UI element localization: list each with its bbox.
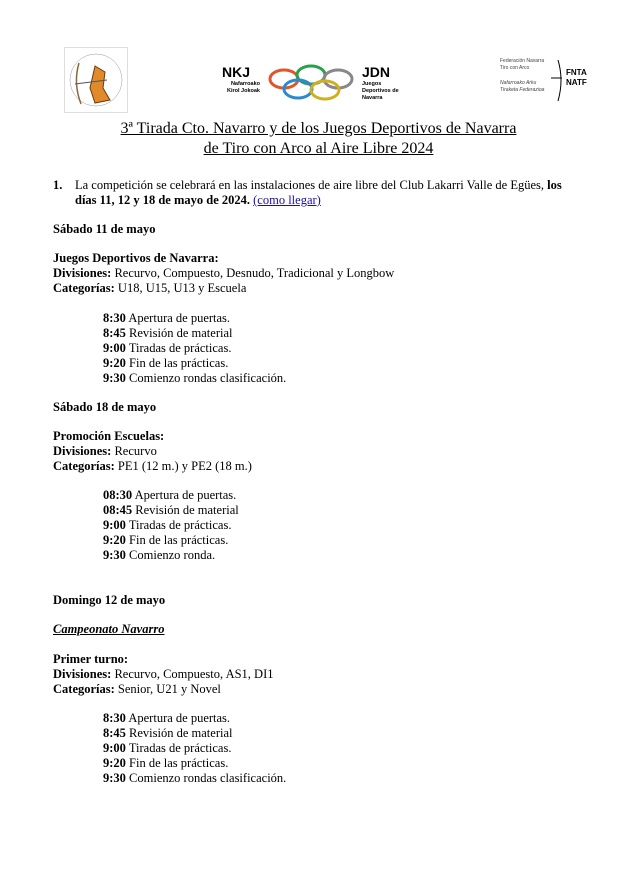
schedule-row: 8:30 Apertura de puertas. [103,311,231,325]
schedule-row: 9:20 Fin de las prácticas. [103,356,229,370]
schedule-row: 8:45 Revisión de material [103,726,233,740]
day-heading: Domingo 12 de mayo [53,593,166,607]
day-heading: Sábado 18 de mayo [53,400,157,414]
schedule-row: 8:30 Apertura de puertas. [103,711,231,725]
page-title: 3ª Tirada Cto. Navarro y de los Juegos Deportivos de Navarra de Tiro con Arco al Aire Libre 2024 [120,120,517,157]
schedule-row: 9:00 Tiradas de prácticas. [103,341,232,355]
schedule-row: 9:00 Tiradas de prácticas. [103,741,232,755]
schedule-row: 9:00 Tiradas de prácticas. [103,518,232,532]
directions-link[interactable]: (como llegar) [253,193,321,207]
section-subtitle: Campeonato Navarro [53,622,165,636]
schedule [103,711,286,786]
section-info: Promoción Escuelas: Divisiones: Recurvo Categorías: PE1 (12 m.) y PE2 (18 m.) [53,429,252,473]
nkj-logo: NKJ Nafarroako Kirol Jokoak [222,64,260,94]
section-info: Juegos Deportivos de Navarra: Divisiones: Recurvo, Compuesto, Desnudo, Tradicional y Longbow Categorías: U18, U15, U13 y Escuela [53,251,395,295]
day-heading: Sábado 11 de mayo [53,222,156,236]
schedule-row: 9:20 Fin de las prácticas. [103,756,229,770]
schedule-row: 9:30 Comienzo rondas clasificación. [103,371,287,385]
schedule [103,488,239,563]
schedule-row: 08:45 Revisión de material [103,503,239,517]
olympic-rings-icon [264,63,359,103]
fox-archer-icon [65,48,127,112]
section-info: Primer turno: Divisiones: Recurvo, Compuesto, AS1, DI1 Categorías: Senior, U21 y Novel [53,652,274,696]
schedule-row: 9:30 Comienzo ronda. [103,548,216,562]
schedule-row: 08:30 Apertura de puertas. [103,488,237,502]
lakarri-logo [64,47,128,113]
archer-icon [550,58,566,103]
jdn-logo: JDN Juegos Deportivos de Navarra [362,64,399,101]
schedule-row: 9:20 Fin de las prácticas. [103,533,229,547]
schedule-row: 8:45 Revisión de material [103,326,233,340]
schedule-row: 9:30 Comienzo rondas clasificación. [103,771,287,785]
item-1: 1. La competición se celebrará en las instalaciones de aire libre del Club Lakarri Valle de Egües, los días 11, 12 y 18 de mayo de 2024. (como llegar) [53,178,562,207]
fnta-logo: Federación Navarra Tiro con Arco Nafarroako Arku Tiraketa Federazioa FNTA NATF [500,58,595,108]
schedule [103,311,286,386]
